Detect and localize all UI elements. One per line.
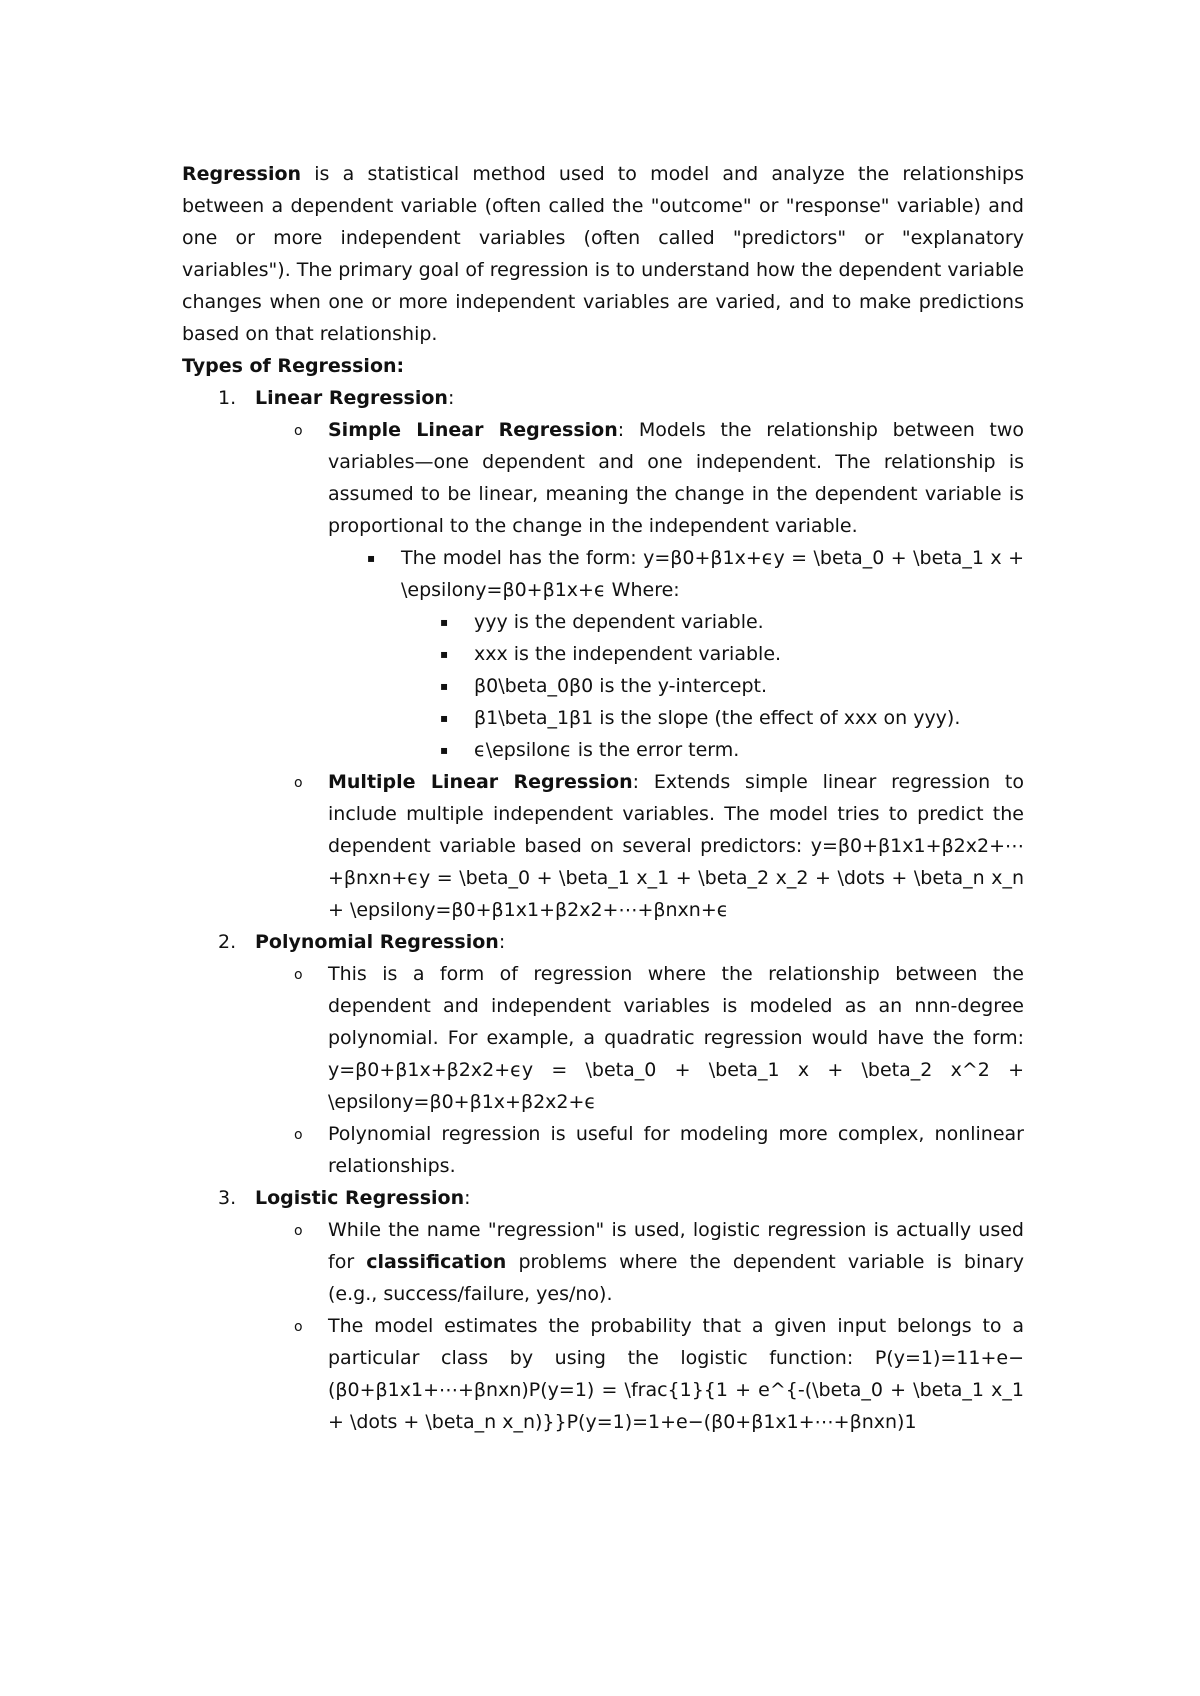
circle-bullet-icon: o <box>294 967 303 983</box>
bullet-text: β0\beta_0β0​ is the y-intercept. <box>474 675 768 697</box>
intro-text: is a statistical method used to model and analyze the relationships between a dependent variable (often called the "outcome" or "response" variable) and one or more independent variables (often called "predictors" or "explanatory variables"). The primary goal of regression is to understand how the dependent variable changes when one or more independent variables are varied, and to make predictions based on that relationship. <box>182 163 1024 345</box>
circle-bullet-icon: o <box>294 1223 303 1239</box>
section-title: Linear Regression: <box>255 387 455 409</box>
item-text: : Models the relationship between two variables—one dependent and one independent. The relationship is assumed to be linear, meaning the change in the dependent variable is proportional to the change in the independent variable. <box>328 419 1025 537</box>
list-item-multiple-linear <box>182 766 1024 926</box>
section-number: 3. <box>218 1187 237 1209</box>
section-number: 1. <box>218 387 237 409</box>
section-polynomial-regression <box>182 926 1024 958</box>
item-text: : Extends simple linear regression to include multiple independent variables. The model tries to predict the dependent variable based on several predictors: y=β0+β1x1+β2x2+⋯+βnxn+ϵy = \beta_0 + \beta_1 x_1 + \beta_2 x_2 + \dots + \beta_n x_n + \epsilony=β0​+β1​x1​+β2​x2​+⋯+βn​xn​+ϵ <box>328 771 1025 921</box>
list-item-polynomial-usage <box>182 1118 1024 1182</box>
item-text: problems where the dependent variable is binary (e.g., success/failure, yes/no). <box>328 1251 1024 1305</box>
item-term: Multiple Linear Regression <box>328 771 633 793</box>
section-title: Polynomial Regression: <box>255 931 506 953</box>
square-bullet-icon: ▪ <box>440 615 449 629</box>
circle-bullet-icon: o <box>294 423 303 439</box>
square-bullet-icon: ▪ <box>440 679 449 693</box>
bullet-text: ϵ\epsilonϵ is the error term. <box>474 739 740 761</box>
list-item-logistic-function <box>182 1310 1024 1438</box>
list-item-beta1 <box>182 702 1024 734</box>
bullet-text: β1\beta_1β1​ is the slope (the effect of xxx on yyy). <box>474 707 961 729</box>
section-linear-regression <box>182 382 1024 414</box>
section-number: 2. <box>218 931 237 953</box>
section-title: Logistic Regression: <box>255 1187 471 1209</box>
list-item-yyy <box>182 606 1024 638</box>
item-term: Simple Linear Regression <box>328 419 618 441</box>
item-text: This is a form of regression where the relationship between the dependent and independent variables is modeled as an nnn-degree polynomial. For example, a quadratic regression would have the form: y=β0+β1x+β2x2+ϵy = \beta_0 + \beta_1 x + \beta_2 x^2 + \epsilony=β0​+β1​x+β2​x2+ϵ <box>328 963 1024 1113</box>
model-form-text: The model has the form: y=β0+β1x+ϵy = \beta_0 + \beta_1 x + \epsilony=β0​+β1​x+ϵ Where: <box>401 547 1024 601</box>
circle-bullet-icon: o <box>294 1127 303 1143</box>
square-bullet-icon: ▪ <box>440 743 449 757</box>
square-bullet-icon: ▪ <box>440 647 449 661</box>
document-page <box>182 158 1024 1438</box>
item-text: Polynomial regression is useful for modeling more complex, nonlinear relationships. <box>328 1123 1024 1177</box>
circle-bullet-icon: o <box>294 775 303 791</box>
bullet-text: xxx is the independent variable. <box>474 643 782 665</box>
list-item-simple-linear <box>182 414 1024 542</box>
types-heading: Types of Regression: <box>182 355 405 377</box>
intro-term: Regression <box>182 163 302 185</box>
section-logistic-regression <box>182 1182 1024 1214</box>
bullet-text: yyy is the dependent variable. <box>474 611 764 633</box>
classification-term: classification <box>366 1251 507 1273</box>
item-text: The model estimates the probability that a given input belongs to a particular class by using the logistic function: P(y=1)=11+e−(β0+β1x1+⋯+βnxn)P(y=1) = \frac{1}{1 + e^{-(\beta_0 + \beta_1 x_1 + \dots + \beta_n x_n)}}P(y=1)=1+e−(β0​+β1​x1​+⋯+βn​xn​)1​ <box>328 1315 1024 1433</box>
item-text: While the name "regression" is used, logistic regression is actually used for <box>328 1219 1024 1273</box>
circle-bullet-icon: o <box>294 1319 303 1335</box>
square-bullet-icon: ▪ <box>440 711 449 725</box>
list-item-epsilon <box>182 734 1024 766</box>
list-item-polynomial-definition <box>182 958 1024 1118</box>
list-item-xxx <box>182 638 1024 670</box>
intro-paragraph <box>182 158 1024 350</box>
list-item-logistic-classification <box>182 1214 1024 1310</box>
list-item-beta0 <box>182 670 1024 702</box>
list-item-model-form <box>182 542 1024 606</box>
square-bullet-icon: ▪ <box>367 551 376 565</box>
